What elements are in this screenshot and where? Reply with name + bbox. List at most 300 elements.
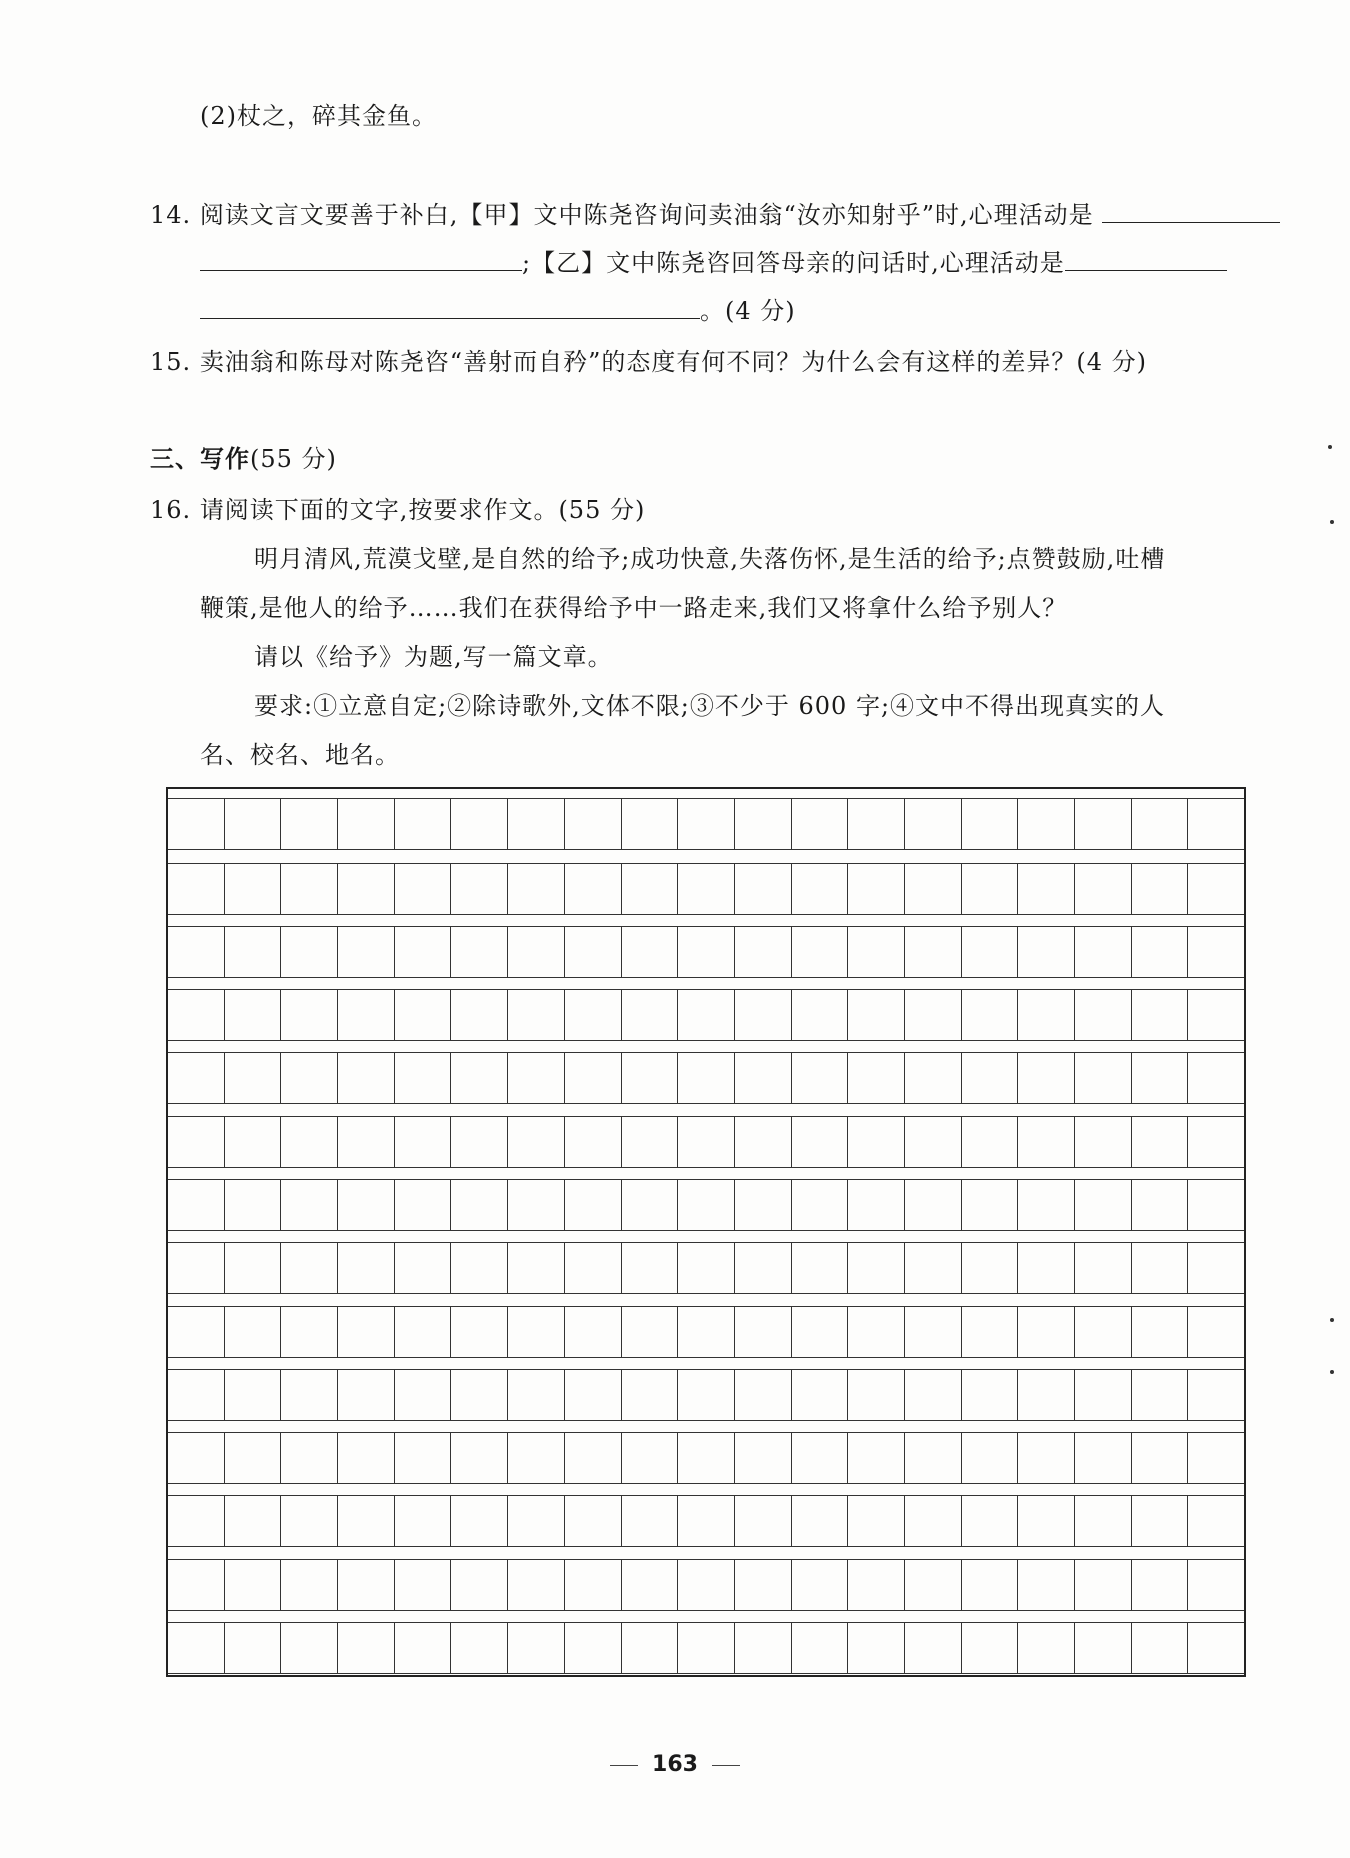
q16-number: 16. xyxy=(150,496,192,524)
grid-cell[interactable] xyxy=(395,1560,452,1610)
grid-cell[interactable] xyxy=(678,1053,735,1103)
grid-cell[interactable] xyxy=(792,864,849,914)
grid-cell[interactable] xyxy=(735,864,792,914)
grid-cell[interactable] xyxy=(1188,1623,1244,1673)
grid-cell[interactable] xyxy=(678,1560,735,1610)
grid-cell[interactable] xyxy=(735,1117,792,1167)
grid-cell[interactable] xyxy=(338,864,395,914)
q15-line xyxy=(150,346,1147,378)
q16-text: 请阅读下面的文字,按要求作文。(55 分) xyxy=(199,496,646,524)
grid-cell[interactable] xyxy=(281,927,338,977)
grid-cell[interactable] xyxy=(338,990,395,1040)
grid-row xyxy=(168,1242,1244,1294)
grid-cell[interactable] xyxy=(735,1560,792,1610)
grid-cell[interactable] xyxy=(622,1180,679,1230)
grid-cell[interactable] xyxy=(905,1496,962,1546)
grid-cell[interactable] xyxy=(225,1433,282,1483)
grid-cell[interactable] xyxy=(905,1433,962,1483)
grid-cell[interactable] xyxy=(338,1117,395,1167)
grid-cell[interactable] xyxy=(622,1623,679,1673)
grid-cell[interactable] xyxy=(508,1433,565,1483)
grid-cell[interactable] xyxy=(792,799,849,849)
grid-cell[interactable] xyxy=(962,1180,1019,1230)
grid-cell[interactable] xyxy=(735,1053,792,1103)
grid-cell[interactable] xyxy=(565,990,622,1040)
grid-cell[interactable] xyxy=(225,1117,282,1167)
grid-cell[interactable] xyxy=(792,1117,849,1167)
grid-cell[interactable] xyxy=(565,1370,622,1420)
grid-cell[interactable] xyxy=(962,927,1019,977)
grid-cell[interactable] xyxy=(962,1053,1019,1103)
grid-cell[interactable] xyxy=(622,927,679,977)
grid-cell[interactable] xyxy=(792,1307,849,1357)
grid-cell[interactable] xyxy=(565,1053,622,1103)
grid-cell[interactable] xyxy=(962,1433,1019,1483)
grid-cell[interactable] xyxy=(451,864,508,914)
grid-cell[interactable] xyxy=(848,864,905,914)
grid-cell[interactable] xyxy=(1188,1370,1244,1420)
grid-cell[interactable] xyxy=(735,1496,792,1546)
grid-cell[interactable] xyxy=(848,1496,905,1546)
q14-number: 14. xyxy=(150,201,192,229)
grid-cell[interactable] xyxy=(678,799,735,849)
grid-cell[interactable] xyxy=(225,1623,282,1673)
grid-cell[interactable] xyxy=(1075,927,1132,977)
grid-cell[interactable] xyxy=(792,1496,849,1546)
grid-cell[interactable] xyxy=(848,1623,905,1673)
q14-line-3 xyxy=(200,294,796,327)
q14-line-1 xyxy=(150,198,1280,231)
grid-cell[interactable] xyxy=(451,1433,508,1483)
grid-cell[interactable] xyxy=(451,1496,508,1546)
grid-cell[interactable] xyxy=(1018,1307,1075,1357)
grid-cell[interactable] xyxy=(622,1243,679,1293)
grid-cell[interactable] xyxy=(281,864,338,914)
grid-cell[interactable] xyxy=(395,927,452,977)
grid-cell[interactable] xyxy=(848,1560,905,1610)
grid-cell[interactable] xyxy=(1188,927,1244,977)
grid-cell[interactable] xyxy=(338,1243,395,1293)
grid-cell[interactable] xyxy=(735,1370,792,1420)
q14-text-2: ;【乙】文中陈尧咨回答母亲的问话时,心理活动是 xyxy=(522,249,1065,277)
grid-cell[interactable] xyxy=(1018,990,1075,1040)
grid-cell[interactable] xyxy=(1132,1560,1189,1610)
grid-cell[interactable] xyxy=(905,1243,962,1293)
grid-cell[interactable] xyxy=(281,1433,338,1483)
grid-cell[interactable] xyxy=(622,799,679,849)
grid-cell[interactable] xyxy=(1132,1370,1189,1420)
grid-cell[interactable] xyxy=(281,1623,338,1673)
grid-cell[interactable] xyxy=(1075,1180,1132,1230)
grid-cell[interactable] xyxy=(395,1180,452,1230)
grid-cell[interactable] xyxy=(1132,799,1189,849)
grid-cell[interactable] xyxy=(1018,799,1075,849)
grid-cell[interactable] xyxy=(678,1117,735,1167)
grid-cell[interactable] xyxy=(168,1053,225,1103)
grid-cell[interactable] xyxy=(338,1496,395,1546)
grid-cell[interactable] xyxy=(281,1496,338,1546)
grid-cell[interactable] xyxy=(1018,1117,1075,1167)
grid-cell[interactable] xyxy=(395,1307,452,1357)
grid-cell[interactable] xyxy=(735,1623,792,1673)
grid-cell[interactable] xyxy=(168,990,225,1040)
grid-cell[interactable] xyxy=(225,1496,282,1546)
grid-cell[interactable] xyxy=(735,927,792,977)
grid-cell[interactable] xyxy=(962,1623,1019,1673)
grid-cell[interactable] xyxy=(792,1623,849,1673)
grid-cell[interactable] xyxy=(1018,864,1075,914)
q14-text-1: 阅读文言文要善于补白,【甲】文中陈尧咨询问卖油翁“汝亦知射乎”时,心理活动是 xyxy=(199,201,1094,229)
grid-cell[interactable] xyxy=(792,1560,849,1610)
grid-cell[interactable] xyxy=(735,799,792,849)
grid-cell[interactable] xyxy=(1132,1180,1189,1230)
grid-cell[interactable] xyxy=(622,1560,679,1610)
section-3-title: 三、写作 xyxy=(150,445,250,473)
grid-cell[interactable] xyxy=(792,1243,849,1293)
grid-cell[interactable] xyxy=(622,1307,679,1357)
grid-cell[interactable] xyxy=(168,927,225,977)
grid-cell[interactable] xyxy=(792,1370,849,1420)
q15-number: 15. xyxy=(150,348,192,376)
grid-cell[interactable] xyxy=(338,1433,395,1483)
grid-cell[interactable] xyxy=(451,990,508,1040)
grid-row xyxy=(168,1432,1244,1484)
q14-answer-blank-3[interactable] xyxy=(1065,246,1227,271)
grid-cell[interactable] xyxy=(168,1243,225,1293)
grid-cell[interactable] xyxy=(1018,1560,1075,1610)
grid-cell[interactable] xyxy=(848,1307,905,1357)
grid-cell[interactable] xyxy=(338,927,395,977)
grid-cell[interactable] xyxy=(451,1560,508,1610)
grid-cell[interactable] xyxy=(565,1180,622,1230)
grid-cell[interactable] xyxy=(1075,1496,1132,1546)
grid-cell[interactable] xyxy=(735,990,792,1040)
grid-cell[interactable] xyxy=(451,927,508,977)
grid-cell[interactable] xyxy=(1018,1496,1075,1546)
grid-cell[interactable] xyxy=(508,1243,565,1293)
grid-cell[interactable] xyxy=(905,1370,962,1420)
grid-cell[interactable] xyxy=(678,1307,735,1357)
grid-cell[interactable] xyxy=(1132,1307,1189,1357)
grid-cell[interactable] xyxy=(792,1053,849,1103)
grid-cell[interactable] xyxy=(905,1560,962,1610)
grid-cell[interactable] xyxy=(848,990,905,1040)
grid-cell[interactable] xyxy=(281,1053,338,1103)
grid-cell[interactable] xyxy=(792,1180,849,1230)
grid-cell[interactable] xyxy=(1132,1496,1189,1546)
grid-cell[interactable] xyxy=(678,1496,735,1546)
grid-cell[interactable] xyxy=(678,1623,735,1673)
grid-cell[interactable] xyxy=(1132,1117,1189,1167)
grid-cell[interactable] xyxy=(1188,1307,1244,1357)
grid-cell[interactable] xyxy=(168,1623,225,1673)
grid-cell[interactable] xyxy=(735,1433,792,1483)
grid-cell[interactable] xyxy=(962,1243,1019,1293)
grid-cell[interactable] xyxy=(962,1370,1019,1420)
grid-cell[interactable] xyxy=(565,1433,622,1483)
grid-cell[interactable] xyxy=(848,1370,905,1420)
q14-answer-blank-1[interactable] xyxy=(1102,198,1280,223)
grid-cell[interactable] xyxy=(792,990,849,1040)
grid-cell[interactable] xyxy=(962,1496,1019,1546)
grid-cell[interactable] xyxy=(395,1496,452,1546)
grid-cell[interactable] xyxy=(168,864,225,914)
grid-cell[interactable] xyxy=(508,1053,565,1103)
section-3-score: (55 分) xyxy=(250,445,337,473)
q14-answer-blank-2[interactable] xyxy=(200,246,522,271)
grid-cell[interactable] xyxy=(508,799,565,849)
grid-row xyxy=(168,1559,1244,1611)
grid-cell[interactable] xyxy=(168,1180,225,1230)
grid-cell[interactable] xyxy=(622,1370,679,1420)
grid-cell[interactable] xyxy=(508,1370,565,1420)
grid-cell[interactable] xyxy=(905,1623,962,1673)
grid-cell[interactable] xyxy=(281,990,338,1040)
grid-cell[interactable] xyxy=(1075,1560,1132,1610)
grid-cell[interactable] xyxy=(168,1307,225,1357)
grid-cell[interactable] xyxy=(395,1433,452,1483)
grid-cell[interactable] xyxy=(565,927,622,977)
grid-cell[interactable] xyxy=(1188,1180,1244,1230)
grid-cell[interactable] xyxy=(1075,799,1132,849)
grid-cell[interactable] xyxy=(395,1623,452,1673)
grid-cell[interactable] xyxy=(848,799,905,849)
grid-cell[interactable] xyxy=(395,864,452,914)
scan-speck xyxy=(1328,445,1332,449)
grid-cell[interactable] xyxy=(225,927,282,977)
grid-cell[interactable] xyxy=(281,1560,338,1610)
grid-cell[interactable] xyxy=(905,990,962,1040)
grid-cell[interactable] xyxy=(905,799,962,849)
q16-line xyxy=(150,494,645,526)
grid-cell[interactable] xyxy=(1132,1243,1189,1293)
grid-cell[interactable] xyxy=(508,864,565,914)
grid-cell[interactable] xyxy=(451,1180,508,1230)
grid-cell[interactable] xyxy=(508,1623,565,1673)
grid-cell[interactable] xyxy=(338,1053,395,1103)
grid-cell[interactable] xyxy=(281,1307,338,1357)
grid-cell[interactable] xyxy=(848,1180,905,1230)
grid-cell[interactable] xyxy=(565,1243,622,1293)
grid-row xyxy=(168,989,1244,1041)
grid-cell[interactable] xyxy=(225,990,282,1040)
grid-cell[interactable] xyxy=(1132,864,1189,914)
grid-cell[interactable] xyxy=(281,1243,338,1293)
grid-cell[interactable] xyxy=(565,799,622,849)
grid-cell[interactable] xyxy=(1188,1117,1244,1167)
grid-cell[interactable] xyxy=(508,1307,565,1357)
q13-item-2: (2)杖之，碎其金鱼。 xyxy=(200,102,437,130)
grid-cell[interactable] xyxy=(622,1053,679,1103)
grid-cell[interactable] xyxy=(565,1560,622,1610)
grid-cell[interactable] xyxy=(678,1433,735,1483)
grid-cell[interactable] xyxy=(1188,864,1244,914)
grid-cell[interactable] xyxy=(395,1053,452,1103)
grid-cell[interactable] xyxy=(565,1623,622,1673)
grid-cell[interactable] xyxy=(1075,864,1132,914)
grid-cell[interactable] xyxy=(168,1433,225,1483)
grid-cell[interactable] xyxy=(168,1117,225,1167)
grid-cell[interactable] xyxy=(451,799,508,849)
grid-cell[interactable] xyxy=(1132,1433,1189,1483)
grid-cell[interactable] xyxy=(281,1117,338,1167)
grid-cell[interactable] xyxy=(508,927,565,977)
q16-requirements-line-2: 名、校名、地名。 xyxy=(200,741,400,769)
grid-cell[interactable] xyxy=(225,1243,282,1293)
grid-cell[interactable] xyxy=(338,1623,395,1673)
grid-cell[interactable] xyxy=(451,1307,508,1357)
scan-speck xyxy=(1330,520,1334,524)
grid-cell[interactable] xyxy=(622,1496,679,1546)
grid-cell[interactable] xyxy=(1188,1433,1244,1483)
grid-cell[interactable] xyxy=(395,799,452,849)
grid-cell[interactable] xyxy=(508,1180,565,1230)
grid-cell[interactable] xyxy=(1188,990,1244,1040)
grid-cell[interactable] xyxy=(1188,1560,1244,1610)
grid-cell[interactable] xyxy=(1018,1433,1075,1483)
grid-cell[interactable] xyxy=(565,1117,622,1167)
grid-cell[interactable] xyxy=(508,990,565,1040)
grid-cell[interactable] xyxy=(905,864,962,914)
grid-cell[interactable] xyxy=(848,1053,905,1103)
grid-cell[interactable] xyxy=(962,990,1019,1040)
grid-cell[interactable] xyxy=(338,799,395,849)
grid-cell[interactable] xyxy=(962,1117,1019,1167)
grid-cell[interactable] xyxy=(451,1053,508,1103)
grid-cell[interactable] xyxy=(451,1243,508,1293)
composition-grid[interactable] xyxy=(166,787,1246,1677)
grid-cell[interactable] xyxy=(848,927,905,977)
grid-cell[interactable] xyxy=(338,1180,395,1230)
grid-cell[interactable] xyxy=(678,1243,735,1293)
grid-cell[interactable] xyxy=(451,1117,508,1167)
grid-cell[interactable] xyxy=(1075,1623,1132,1673)
grid-cell[interactable] xyxy=(565,1307,622,1357)
grid-cell[interactable] xyxy=(905,1307,962,1357)
grid-cell[interactable] xyxy=(678,864,735,914)
grid-cell[interactable] xyxy=(338,1307,395,1357)
grid-cell[interactable] xyxy=(395,990,452,1040)
grid-cell[interactable] xyxy=(1018,1623,1075,1673)
grid-cell[interactable] xyxy=(225,1053,282,1103)
grid-cell[interactable] xyxy=(1075,1243,1132,1293)
grid-cell[interactable] xyxy=(451,1370,508,1420)
grid-cell[interactable] xyxy=(395,1243,452,1293)
grid-cell[interactable] xyxy=(451,1623,508,1673)
grid-cell[interactable] xyxy=(962,799,1019,849)
grid-cell[interactable] xyxy=(338,1560,395,1610)
grid-cell[interactable] xyxy=(678,990,735,1040)
grid-cell[interactable] xyxy=(225,1307,282,1357)
grid-cell[interactable] xyxy=(962,1307,1019,1357)
grid-cell[interactable] xyxy=(225,864,282,914)
grid-cell[interactable] xyxy=(1018,1053,1075,1103)
footer-dash-left xyxy=(610,1765,638,1766)
grid-cell[interactable] xyxy=(508,1117,565,1167)
grid-cell[interactable] xyxy=(848,1117,905,1167)
grid-cell[interactable] xyxy=(1018,927,1075,977)
grid-cell[interactable] xyxy=(792,1433,849,1483)
grid-row xyxy=(168,926,1244,978)
grid-cell[interactable] xyxy=(1132,990,1189,1040)
grid-cell[interactable] xyxy=(848,1243,905,1293)
grid-cell[interactable] xyxy=(1018,1180,1075,1230)
grid-cell[interactable] xyxy=(1075,1307,1132,1357)
grid-cell[interactable] xyxy=(281,1370,338,1420)
q14-line-2 xyxy=(200,246,1227,279)
grid-cell[interactable] xyxy=(225,799,282,849)
grid-cell[interactable] xyxy=(678,927,735,977)
grid-cell[interactable] xyxy=(735,1243,792,1293)
grid-cell[interactable] xyxy=(508,1560,565,1610)
grid-cell[interactable] xyxy=(622,1433,679,1483)
grid-cell[interactable] xyxy=(1188,1243,1244,1293)
grid-cell[interactable] xyxy=(281,1180,338,1230)
grid-cell[interactable] xyxy=(792,927,849,977)
grid-cell[interactable] xyxy=(1188,1496,1244,1546)
grid-cell[interactable] xyxy=(225,1370,282,1420)
grid-cell[interactable] xyxy=(1075,990,1132,1040)
grid-row xyxy=(168,1495,1244,1547)
grid-cell[interactable] xyxy=(905,927,962,977)
grid-cell[interactable] xyxy=(225,1180,282,1230)
grid-cell[interactable] xyxy=(1188,799,1244,849)
grid-cell[interactable] xyxy=(735,1307,792,1357)
grid-cell[interactable] xyxy=(1132,1053,1189,1103)
grid-cell[interactable] xyxy=(338,1370,395,1420)
grid-cell[interactable] xyxy=(1188,1053,1244,1103)
grid-cell[interactable] xyxy=(905,1180,962,1230)
grid-cell[interactable] xyxy=(962,864,1019,914)
grid-cell[interactable] xyxy=(678,1370,735,1420)
grid-cell[interactable] xyxy=(508,1496,565,1546)
q16-prompt-line-2: 鞭策,是他人的给予……我们在获得给予中一路走来,我们又将拿什么给予别人？ xyxy=(200,594,1068,622)
grid-cell[interactable] xyxy=(1132,1623,1189,1673)
grid-cell[interactable] xyxy=(848,1433,905,1483)
grid-cell[interactable] xyxy=(1075,1117,1132,1167)
q16-task: 请以《给予》为题,写一篇文章。 xyxy=(254,643,613,671)
grid-cell[interactable] xyxy=(168,799,225,849)
grid-cell[interactable] xyxy=(735,1180,792,1230)
grid-cell[interactable] xyxy=(1075,1370,1132,1420)
grid-cell[interactable] xyxy=(962,1560,1019,1610)
grid-cell[interactable] xyxy=(565,1496,622,1546)
grid-cell[interactable] xyxy=(1075,1053,1132,1103)
grid-cell[interactable] xyxy=(395,1117,452,1167)
grid-cell[interactable] xyxy=(168,1496,225,1546)
grid-cell[interactable] xyxy=(622,990,679,1040)
grid-cell[interactable] xyxy=(395,1370,452,1420)
grid-cell[interactable] xyxy=(678,1180,735,1230)
grid-cell[interactable] xyxy=(565,864,622,914)
grid-row xyxy=(168,1369,1244,1421)
grid-cell[interactable] xyxy=(168,1560,225,1610)
grid-cell[interactable] xyxy=(281,799,338,849)
grid-cell[interactable] xyxy=(905,1117,962,1167)
q14-answer-blank-4[interactable] xyxy=(200,294,700,319)
grid-cell[interactable] xyxy=(225,1560,282,1610)
scan-speck xyxy=(1330,1370,1334,1374)
grid-cell[interactable] xyxy=(622,864,679,914)
grid-cell[interactable] xyxy=(1018,1243,1075,1293)
grid-cell[interactable] xyxy=(905,1053,962,1103)
grid-cell[interactable] xyxy=(168,1370,225,1420)
grid-cell[interactable] xyxy=(622,1117,679,1167)
grid-cell[interactable] xyxy=(1018,1370,1075,1420)
grid-cell[interactable] xyxy=(1075,1433,1132,1483)
footer-dash-right xyxy=(712,1765,740,1766)
grid-cell[interactable] xyxy=(1132,927,1189,977)
